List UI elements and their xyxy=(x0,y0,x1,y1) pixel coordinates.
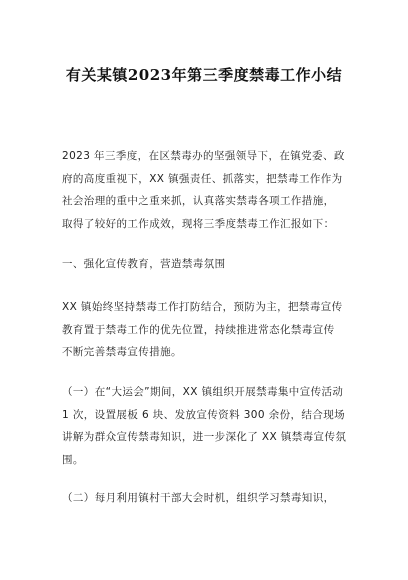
paragraph-line: 府的高度重视下，XX 镇强责任、抓落实，把禁毒工作作为 xyxy=(62,172,343,185)
body-paragraph xyxy=(62,487,352,510)
paragraph-line: 围。 xyxy=(62,453,84,466)
section-heading xyxy=(62,253,352,276)
paragraph-line: 1 次，设置展板 6 块、发放宣传资料 300 余份，结合现场 xyxy=(62,408,345,421)
document-title: 有关某镇2023年第三季度禁毒工作小结 xyxy=(65,66,343,84)
section-heading-text: 一、强化宣传教育，营造禁毒氛围 xyxy=(62,258,226,270)
paragraph-line: XX 镇始终坚持禁毒工作打防结合，预防为主，把禁毒宣传 xyxy=(62,301,343,313)
paragraph-line: （一）在“大运会”期间，XX 镇组织开展禁毒集中宣传活动 xyxy=(62,386,344,398)
body-paragraph xyxy=(62,296,352,364)
paragraph-line: 不断完善禁毒宣传措施。 xyxy=(62,346,182,358)
body-paragraph xyxy=(62,381,352,471)
paragraph-line: 教育置于禁毒工作的优先位置，持续推进常态化禁毒宣传 xyxy=(62,323,335,336)
paragraph-line: （二）每月利用镇村干部大会时机，组织学习禁毒知识， xyxy=(62,492,335,504)
paragraph-line: 讲解为群众宣传禁毒知识，进一步深化了 XX 镇禁毒宣传氛 xyxy=(62,431,347,443)
paragraph-line: 社会治理的重中之重来抓，认真落实禁毒各项工作措施， xyxy=(62,195,335,207)
intro-paragraph xyxy=(62,145,352,235)
paragraph-line: 2023 年三季度，在区禁毒办的坚强领导下，在镇党委、政 xyxy=(62,150,345,162)
paragraph-line: 取得了较好的工作成效，现将三季度禁毒工作汇报如下： xyxy=(62,217,335,230)
